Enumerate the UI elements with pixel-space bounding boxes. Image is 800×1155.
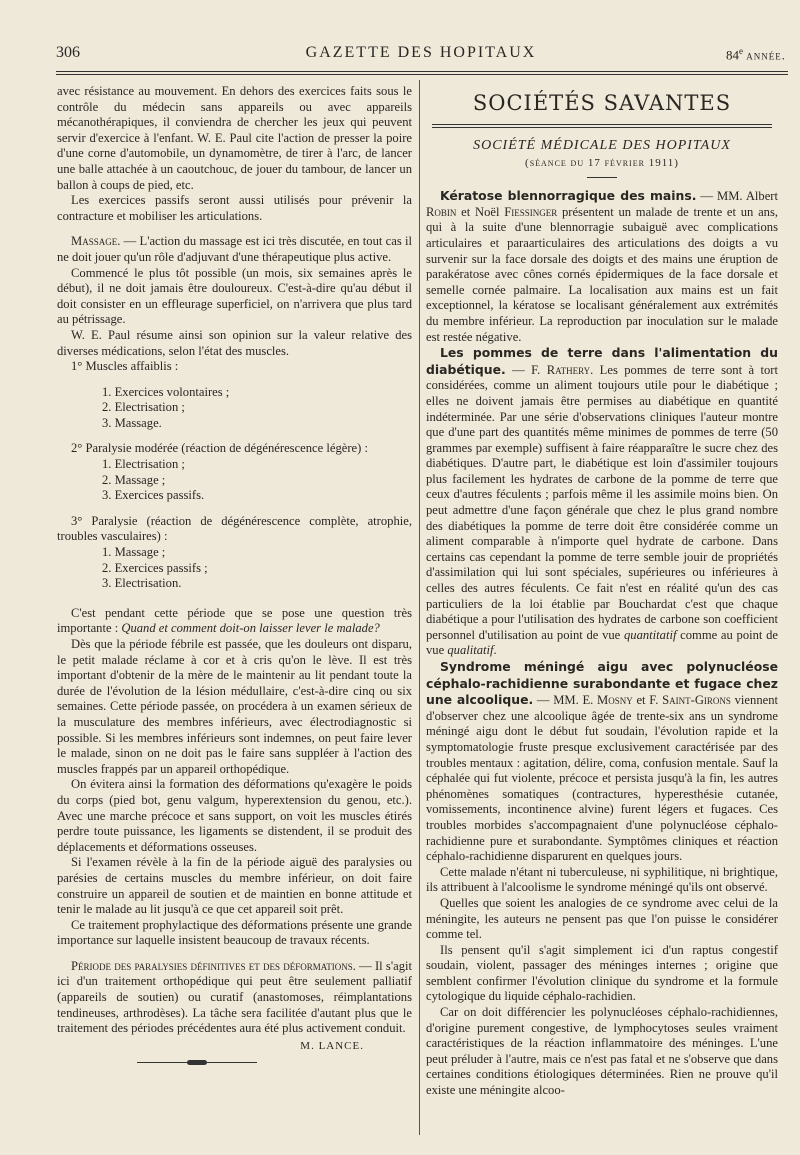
journal-year: 84e année. [726, 46, 786, 63]
list-item: 3. Massage. [102, 415, 162, 430]
page-number: 306 [56, 44, 80, 61]
short-rule [587, 177, 617, 178]
header-rule [56, 71, 788, 72]
paragraph: Ce traitement prophylactique des déformations présente une grande importance sur laquelle insistent beaucoup de travaux récents. [57, 917, 412, 948]
article-pommes-de-terre: Les pommes de terre dans l'alimentation du diabétique. — F. Rathery. Les pommes de terre sont à tort considérées, comme un aliment toujours utile pour le diabétique ; elles ne doivent jamais être permises au diabétique en quantité indéterminée. Par une série d'observations cliniques l'auteur montre que d'une part des quantités même minimes de pommes de terre (50 grammes par exemple) suffisent à faire réapparaître le sucre chez des diabétiques. D'autre part, le diabétique est loin d'assimiler toujours plus facilement les hydrates de carbone de la pomme de terre que ceux d'autres féculents ; parfois même il les assimile moins bien. On peut admettre d'une façon générale que chez le plus grand nombre des diabétiques la pomme de terre doit être considérée comme un aliment comparable à n'importe quel hydrate de carbone. Dans certains cas cependant la pomme de terre semble jouir de propriétés d'assimilation qui lui sont spéciales, supérieures ou inférieures à celles des autres féculents. Ce fait n'est en réalité qu'un des cas particuliers de la loi établie par Bouchardat c'est que chaque diabétique a pour l'utilisation des hydrates de carbone son coefficient personnel d'utilisation au point de vue quantitatif comme au point de vue qualitatif. [426, 345, 778, 658]
paragraph: Si l'examen révèle à la fin de la période aiguë des paralysies ou parésies de certains muscles du membre inférieur, on doit faire construire un appareil de soutien et de maintien en bonne attitude et tenir le malade au lit jusqu'à ce que cet appareil soit prêt. [57, 855, 412, 917]
society-name: SOCIÉTÉ MÉDICALE DES HOPITAUX [473, 138, 731, 153]
section-title: SOCIÉTÉS SAVANTES [472, 91, 732, 115]
list-item: 3. Electrisation. [102, 576, 182, 591]
author-signature: M. LANCE. [300, 1039, 364, 1052]
paragraph: avec résistance au mouvement. En dehors des exercices faits sous le contrôle du médecin sans appareils ou avec appareils mécanothérapiques, il conviendra de chercher les jeux qui peuvent servir d'exercice à l'enfant. W. E. Paul cite l'action de presser la poire d'une corne d'automobile, un dynamomètre, de tirer à l'arc, de lancer une balle attachée à un caoutchouc, de jouer du tambour, de lancer un ballon à coups de pied, etc. [57, 84, 412, 192]
paragraph: W. E. Paul résume ainsi son opinion sur la valeur relative des diverses médications, selon l'état des muscles. [57, 327, 412, 358]
paragraph: Quelles que soient les analogies de ce syndrome avec celui de la méningite, les auteurs ne pensent pas que l'on puisse le considérer comme tel. [426, 895, 778, 942]
section-rule-thin [432, 127, 772, 128]
column-divider [419, 80, 420, 1135]
paragraph: On évitera ainsi la formation des déformations qu'exagère le poids du corps (pied bot, genu valgum, hyperextension du genou, etc.). Avec une marche précoce et sans support, on voit les muscles étirés perdre toute puissance, les ligaments se distendent, il se produit des déplacements et déformations osseuses. [57, 777, 412, 854]
list-item: 2. Massage ; [102, 472, 166, 487]
article-syndrome-meninge: Syndrome méningé aigu avec polynucléose céphalo-rachidienne surabondante et fugace chez une alcoolique. — MM. E. Mosny et F. Saint-Girons viennent d'observer chez une alcoolique âgée de trente-six ans un syndrome méningé aigu dont le début fut soudain, l'évolution rapide et la symptomatologie fruste presque exclusivement caractérisée par des troubles mentaux : agitation, délire, coma, confusion mentale. Sauf la céphalée qui fut violente, précoce et persista jusqu'à la fin, les autres phénomènes somatiques (contractures, hyperesthésie cutanée, vomissements, incontinence alvine) furent légers et fugaces. Ces troubles morbides s'accompagnaient d'une polynucléose céphalo-rachidienne pure et surabondante. Symptômes cliniques et réaction céphalo-rachidienne disparurent en quelques jours. [426, 659, 778, 864]
journal-title: GAZETTE DES HOPITAUX [305, 44, 537, 61]
paragraph-periode: Période des paralysies définitives et des déformations. — Il s'agit ici d'un traitement orthopédique qui peut être seulement palliatif (appareils de soutien) ou curatif (anastomoses, réimplantations tendineuses, arthrodèses). La tâche sera facilitée d'autant plus que le traitement des périodes précédentes aura été plus activement conduit. [57, 958, 412, 1036]
article-keratose: Kératose blennorragique des mains. — MM. Albert Robin et Noël Fiessinger présentent un malade de trente et un ans, qui à la suite d'une blennorragie subaiguë avec complications articulaires et paraarticulaires des articulations des doigts a vu survenir sur la face dorsale des doigts et des mains une éruption de parakératose avec cônes cornés épidermiques de la face dorsale et semelle cornée palmaire. La localisation aux mains est un fait exceptionnel, la kératose se localisant généralement aux extrémités du membre inférieur. La reproduction par inoculation sur le malade est restée négative. [426, 188, 779, 344]
paragraph: Car on doit différencier les polynucléoses céphalo-rachidiennes, d'origine purement congestive, de lymphocytoses seules vraiment caractéristiques de la réaction inflammatoire des méninges. L'une peut préluder à l'autre, mais ce n'est pas fatal et ne s'observe que dans certaines conditions étiologiques déterminées. Rien ne prouve qu'il existe une méningite alcoo- [426, 1005, 778, 1098]
paragraph: Cette malade n'étant ni tuberculeuse, ni syphilitique, ni brightique, ils attribuent à l'alcoolisme le syndrome méningé qu'ils ont observé. [426, 864, 778, 895]
paragraph: Commencé le plus tôt possible (un mois, six semaines après le début), il ne doit jamais être douloureux. C'est-à-dire qu'au début il doit consister en un effleurage superficiel, on n'arrivera que plus tard au pétrissage. [57, 265, 412, 327]
list-item: 2. Exercices passifs ; [102, 560, 208, 575]
end-ornament [137, 1062, 257, 1063]
list-heading: 1° Muscles affaiblis : [71, 359, 179, 374]
article-title: Les pommes de terre dans l'alimentation du diabétique. [426, 345, 778, 377]
left-column [57, 84, 412, 1063]
right-column [426, 84, 778, 1099]
list-paralysie-moderee [57, 457, 412, 504]
list-muscles-affaiblis [57, 385, 412, 432]
paragraph: Ils pensent qu'il s'agit simplement ici d'un raptus congestif soudain, violent, passager des méninges internes ; origine que semblent confirmer l'évolution clinique du syndrome et la formule cytologique du liquide céphalo-rachidien. [426, 942, 778, 1004]
article-title: Kératose blennorragique des mains. [440, 188, 697, 204]
paragraph: Les exercices passifs seront aussi utilisés pour prévenir la contracture et mobiliser les articulations. [57, 193, 412, 223]
list-heading: 2° Paralysie modérée (réaction de dégénérescence légère) : [71, 441, 368, 456]
list-item: 2. Electrisation ; [102, 400, 185, 415]
list-paralysie [57, 545, 412, 592]
page-header [56, 44, 786, 66]
session-date: (séance du 17 février 1911) [525, 156, 679, 169]
section-label: Massage. [71, 234, 121, 249]
list-item: 1. Exercices volontaires ; [102, 384, 230, 399]
article-title: Syndrome méningé aigu avec polynucléose céphalo-rachidienne surabondante et fugace chez une alcoolique. [426, 659, 778, 708]
list-item: 1. Massage ; [102, 545, 166, 560]
header-rule-thin [56, 74, 788, 75]
list-item: 1. Electrisation ; [102, 457, 185, 472]
paragraph-massage: Massage. — L'action du massage est ici très discutée, en tout cas il ne doit jouer qu'un rôle d'adjuvant d'une thérapeutique plus active. [57, 234, 412, 264]
paragraph: Dès que la période fébrile est passée, que les douleurs ont disparu, le petit malade réclame à cor et à cris qu'on le lève. Il est très important d'obtenir de la mère de le maintenir au lit pendant toute la durée de l'évolution de la lésion médullaire, c'est-à-dire cinq ou six semaines. Cette période passée, on procédera à un examen sérieux de la musculature des membres inférieurs, avec électrodiagnostic si possible. Si les membres inférieurs sont indemnes, on peut faire lever le malade, sinon on ne doit pas le faire sans suppléer à l'action des muscles frappés par un appareil orthopédique. [57, 637, 412, 776]
section-rule [432, 124, 772, 125]
list-item: 3. Exercices passifs. [102, 488, 205, 503]
list-heading: 3° Paralysie (réaction de dégénérescence complète, atrophie, troubles vasculaires) : [57, 513, 412, 544]
section-label: Période des paralysies définitives et des déformations. [71, 958, 356, 973]
paragraph-question: C'est pendant cette période que se pose une question très importante : Quand et comment doit-on laisser lever le malade? [57, 605, 412, 636]
